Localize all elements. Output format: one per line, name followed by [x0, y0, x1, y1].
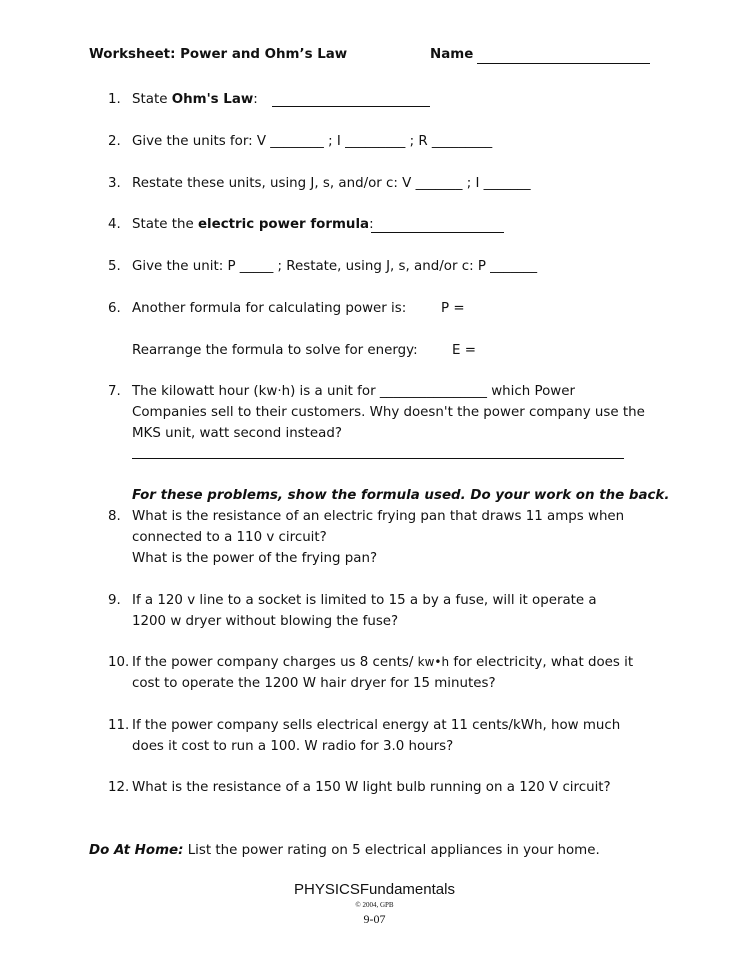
- q4-number: 4.: [108, 217, 121, 232]
- q1-answer-line: [272, 106, 430, 107]
- q10-line1-pre: If the power company charges us 8 cents/: [132, 655, 418, 670]
- q2-text: Give the units for: V ________ ; I _________ ; R _________: [132, 134, 493, 149]
- q12-number: 12.: [108, 780, 130, 795]
- q10-line2: cost to operate the 1200 W hair dryer for 15 minutes?: [132, 676, 496, 691]
- q7-line2: Companies sell to their customers. Why doesn't the power company use the: [132, 405, 645, 420]
- q4-post: :: [369, 217, 374, 232]
- q7-line3: MKS unit, watt second instead?: [132, 426, 342, 441]
- footer-copyright: © 2004, GPB: [355, 901, 394, 909]
- q9-number: 9.: [108, 593, 121, 608]
- q4-pre: State the: [132, 217, 198, 232]
- q3-text: Restate these units, using J, s, and/or c: V _______ ; I _______: [132, 176, 531, 191]
- q11-number: 11.: [108, 718, 130, 733]
- q12-text: What is the resistance of a 150 W light bulb running on a 120 V circuit?: [132, 780, 611, 795]
- footer-title: PHYSICSFundamentals: [294, 881, 455, 898]
- q8-line2: connected to a 110 v circuit?: [132, 530, 327, 545]
- q10-line1: [132, 652, 633, 673]
- q4-text: [132, 214, 374, 235]
- q6-e-equation: E =: [452, 343, 476, 358]
- q7-number: 7.: [108, 384, 121, 399]
- q8-number: 8.: [108, 509, 121, 524]
- q1-bold: Ohm's Law: [171, 92, 254, 107]
- q6-text: Another formula for calculating power is:: [132, 301, 407, 316]
- q10-number: 10.: [108, 655, 130, 670]
- worksheet-title: Worksheet: Power and Ohm’s Law: [89, 47, 348, 62]
- q3-number: 3.: [108, 176, 121, 191]
- q11-line1: If the power company sells electrical energy at 11 cents/kWh, how much: [132, 718, 621, 733]
- q11-line2: does it cost to run a 100. W radio for 3.0 hours?: [132, 739, 454, 754]
- q10-unit: kw•h: [417, 655, 450, 669]
- q6-p-equation: P =: [441, 301, 465, 316]
- q6-text2: Rearrange the formula to solve for energy:: [132, 343, 418, 358]
- do-at-home-label: Do At Home:: [89, 843, 184, 858]
- q2-number: 2.: [108, 134, 121, 149]
- q7-answer-line: [132, 458, 624, 459]
- do-at-home-text: List the power rating on 5 electrical appliances in your home.: [183, 843, 600, 858]
- q9-line1: If a 120 v line to a socket is limited to 15 a by a fuse, will it operate a: [132, 593, 597, 608]
- q1-number: 1.: [108, 92, 121, 107]
- do-at-home: [89, 843, 600, 858]
- instructions: For these problems, show the formula used. Do your work on the back.: [132, 488, 670, 503]
- q1-pre: State: [132, 92, 172, 107]
- q4-answer-line: [371, 232, 504, 233]
- q6-number: 6.: [108, 301, 121, 316]
- q9-line2: 1200 w dryer without blowing the fuse?: [132, 614, 399, 629]
- name-label: Name: [430, 47, 474, 62]
- q1-text: [132, 89, 258, 110]
- q5-number: 5.: [108, 259, 121, 274]
- q8-line1: What is the resistance of an electric frying pan that draws 11 amps when: [132, 509, 625, 524]
- q7-line1: The kilowatt hour (kw·h) is a unit for ________________ which Power: [132, 384, 575, 399]
- q4-bold: electric power formula: [197, 217, 370, 232]
- footer-page-number: 9-07: [363, 912, 386, 926]
- name-blank-line: [477, 63, 650, 64]
- q1-post: :: [253, 92, 258, 107]
- q8-line3: What is the power of the frying pan?: [132, 551, 378, 566]
- q5-text: Give the unit: P _____ ; Restate, using J, s, and/or c: P _______: [132, 259, 538, 274]
- q10-line1-post: for electricity, what does it: [449, 655, 634, 670]
